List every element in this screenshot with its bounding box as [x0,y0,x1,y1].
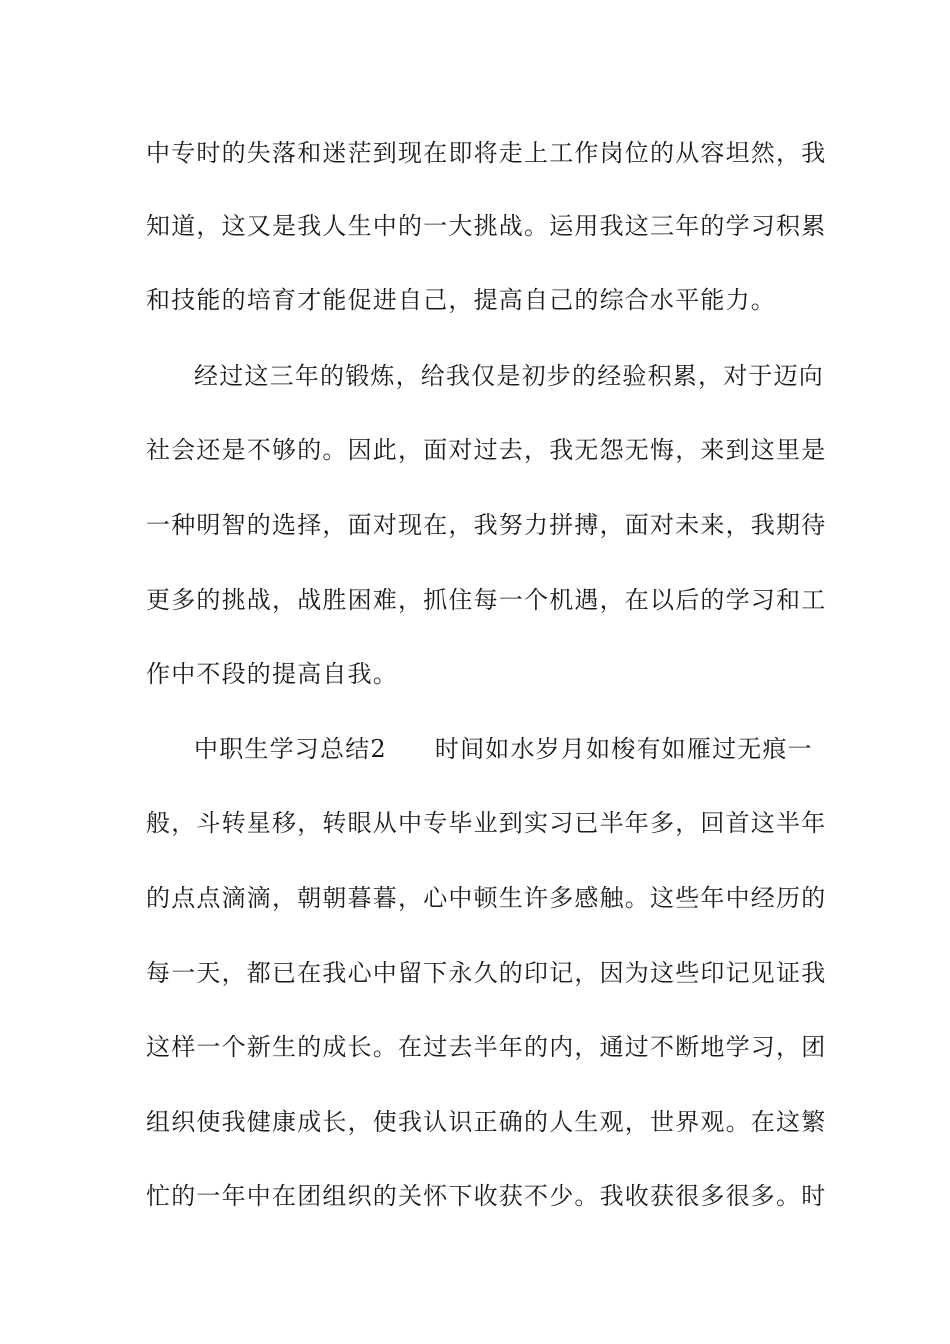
paragraph-line: 中专时的失落和迷茫到现在即将走上工作岗位的从容坦然，我 [146,139,827,167]
section-heading: 中职生学习总结2 [194,735,387,763]
paragraph-line: 的点点滴滴，朝朝暮暮，心中顿生许多感触。这些年中经历的 [146,884,827,912]
paragraph-line: 忙的一年中在团组织的关怀下收获不少。我收获很多很多。时 [146,1182,827,1210]
paragraph-line: 经过这三年的锻炼，给我仅是初步的经验积累，对于迈向 [194,362,824,390]
paragraph-text: 时间如水岁月如梭有如雁过无痕一 [434,735,813,763]
paragraph-line: 每一天，都已在我心中留下永久的印记，因为这些印记见证我 [146,959,827,987]
paragraph-line: 知道，这又是我人生中的一大挑战。运用我这三年的学习积累 [146,212,827,240]
paragraph-line: 和技能的培育才能促进自己，提高自己的综合水平能力。 [146,286,776,314]
paragraph-line: 社会还是不够的。因此，面对过去，我无怨无悔，来到这里是 [146,436,827,464]
paragraph-line: 更多的挑战，战胜困难，抓住每一个机遇，在以后的学习和工 [146,586,827,614]
paragraph-line: 这样一个新生的成长。在过去半年的内，通过不断地学习，团 [146,1033,827,1061]
paragraph-line: 一种明智的选择，面对现在，我努力拼搏，面对未来，我期待 [146,511,827,539]
section-heading-line [194,729,826,769]
paragraph-line: 般，斗转星移，转眼从中专毕业到实习已半年多，回首这半年 [146,809,827,837]
paragraph-line: 作中不段的提高自我。 [146,660,398,688]
paragraph-line: 组织使我健康成长，使我认识正确的人生观，世界观。在这繁 [146,1108,827,1136]
